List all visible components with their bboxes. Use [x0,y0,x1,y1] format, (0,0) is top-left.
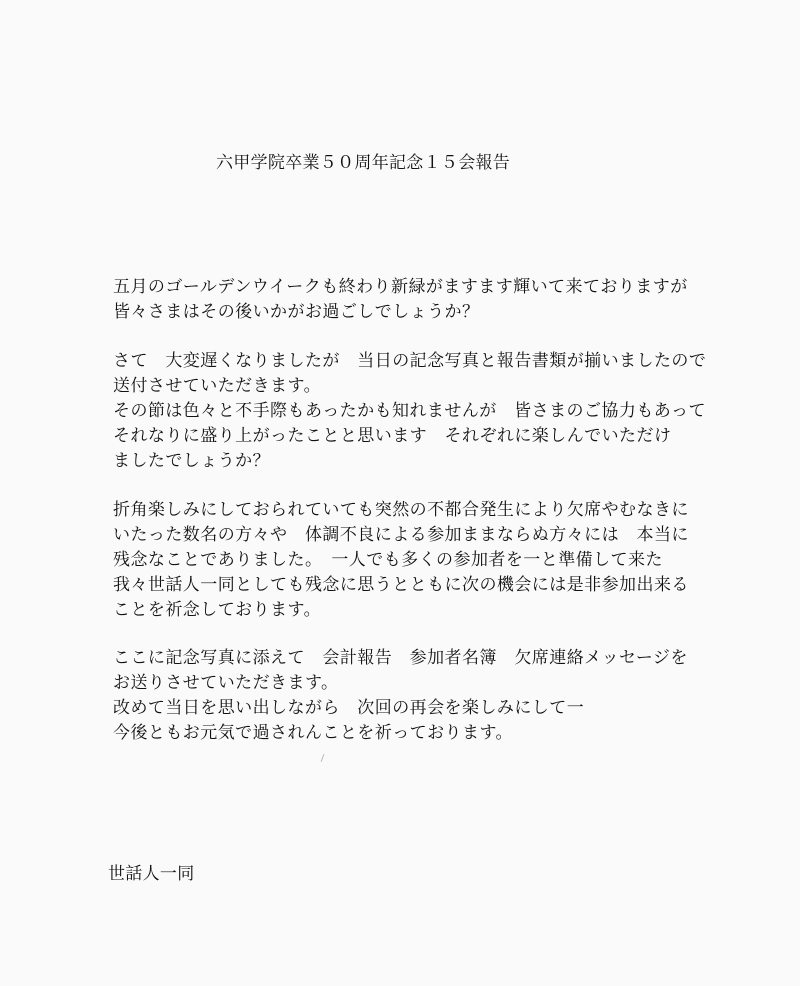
signature: 世話人一同 [108,864,195,884]
paragraph-2-line-5: ましたでしょうか？ [113,451,271,471]
paragraph-1-line-2: 皆々さまはその後いかがお過ごしでしょうか？ [113,302,480,322]
paragraph-2-line-4: それなりに盛り上がったことと思います それぞれに楽しんでいただけ [113,426,672,446]
scan-mark [321,754,325,762]
paragraph-3-line-4: 我々世話人一同としても残念に思うとともに次の機会には是非参加出来る [113,575,689,595]
paragraph-2-line-2: 送付させていただきます。 [113,376,322,396]
letter-title: 六甲学院卒業５０周年記念１５会報告 [216,153,511,173]
paragraph-2-line-3: その節は色々と不手際もあったかも知れませんが 皆さまのご協力もあって [113,401,706,421]
paragraph-3-line-1: 折角楽しみにしておられていても突然の不都合発生により欠席やむなきに [113,500,689,520]
paragraph-2-line-1: さて 大変遅くなりましたが 当日の記念写真と報告書類が揃いましたので [113,351,707,371]
paragraph-3-line-3: 残念なことでありました。 一人でも多くの参加者を一と準備して来た [113,550,663,570]
paragraph-3-line-5: ことを祈念しております。 [113,600,322,620]
paragraph-4-line-1: ここに記念写真に添えて 会計報告 参加者名簿 欠席連絡メッセージを [113,648,688,668]
paragraph-3-line-2: いたった数名の方々や 体調不良による参加ままならぬ方々には 本当に [113,525,689,545]
paragraph-4-line-4: 今後ともお元気で過されんことを祈っております。 [113,723,513,743]
paragraph-1-line-1: 五月のゴールデンウイークも終わり新緑がますます輝いて来ておりますが [113,277,688,297]
paragraph-4-line-3: 改めて当日を思い出しながら 次回の再会を楽しみにして一 [113,698,585,718]
paragraph-4-line-2: お送りさせていただきます。 [113,673,339,693]
